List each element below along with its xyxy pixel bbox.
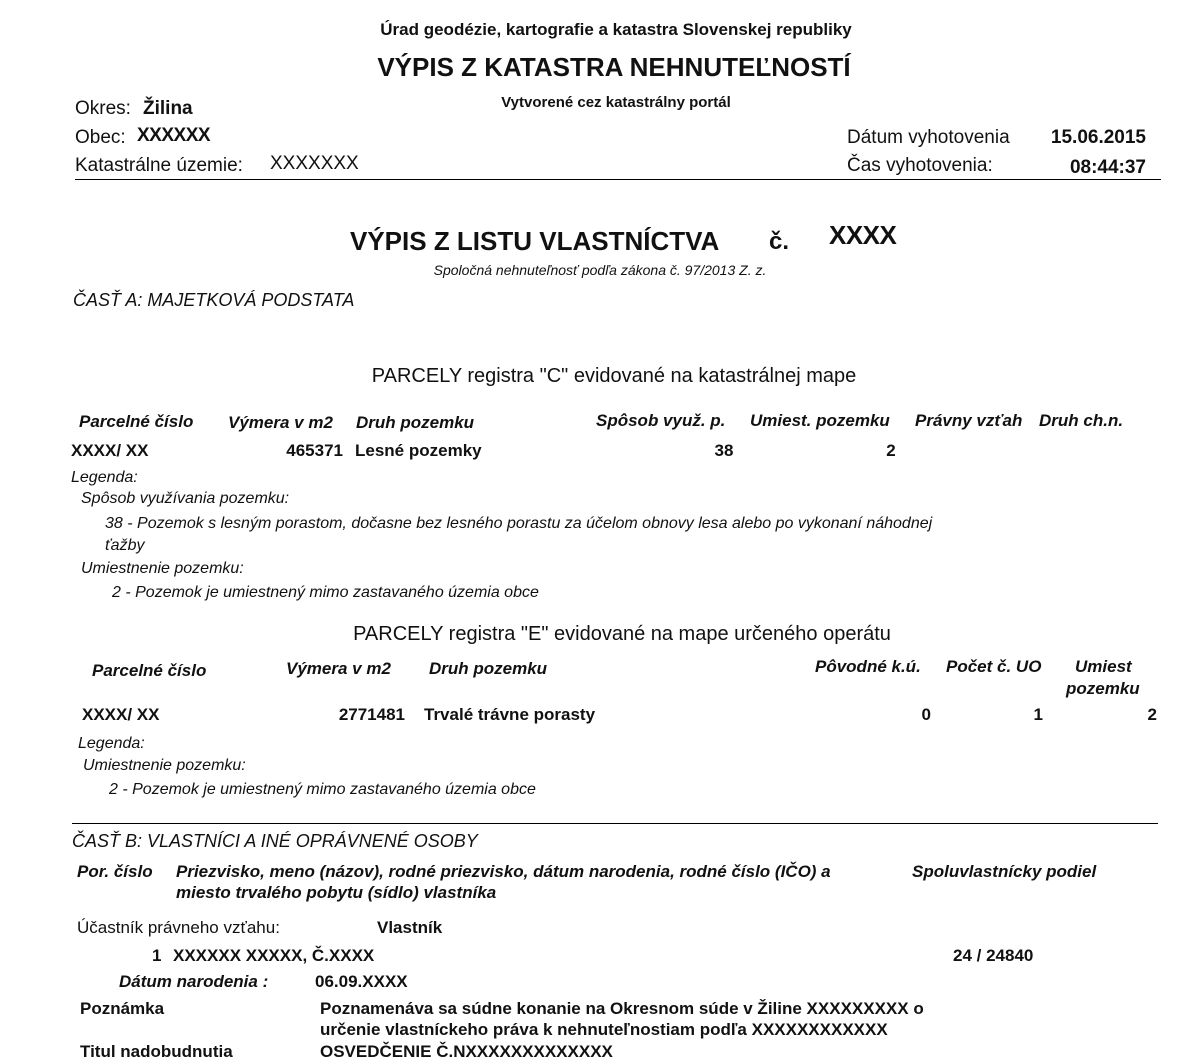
c-col-protected-type: Druh ch.n. [1039,411,1124,430]
c-legend-use-text: 38 - Pozemok s lesným porastom, dočasne bez lesného porastu za účelom obnovy lesa alebo po vykonaní náhodnej [105,515,933,532]
part-b-heading: ČASŤ B: VLASTNÍCI A INÉ OPRÁVNENÉ OSOBY [72,831,478,851]
part-a-heading: ČASŤ A: MAJETKOVÁ PODSTATA [73,290,355,310]
c-row-area: 465371 [286,441,343,460]
note-text: Poznamenáva sa súdne konanie na Okresnom súde v Žiline XXXXXXXXX o [320,999,924,1018]
birth-date-value: 06.09.XXXX [315,972,408,991]
e-legend-location-label: Umiestnenie pozemku: [83,757,246,774]
lv-title: VÝPIS Z LISTU VLASTNÍCTVA [350,226,720,256]
c-legend-location-text: 2 - Pozemok je umiestnený mimo zastavaného územia obce [112,584,539,601]
okres-label: Okres: [75,98,131,119]
registry-e-title: PARCELY registra "E" evidované na mape určeného operátu [353,623,891,645]
owner-order-number: 1 [152,946,162,965]
c-legend-location-label: Umiestnenie pozemku: [81,560,244,577]
katastralne-uzemie-label: Katastrálne územie: [75,155,243,176]
acquisition-title-label: Titul nadobudnutia [80,1042,233,1061]
b-col-order-number: Por. číslo [77,862,153,881]
e-row-parcel-number: XXXX/ XX [82,705,160,724]
c-legend-use-label: Spôsob využívania pozemku: [81,490,290,507]
note-text-cont: určenie vlastníckeho práva k nehnuteľnostiam podľa XXXXXXXXXXXX [320,1020,888,1039]
b-col-owner-desc-cont: miesto trvalého pobytu (sídlo) vlastníka [176,883,497,902]
e-row-area: 2771481 [338,705,405,724]
e-row-location: 2 [1147,705,1157,724]
datum-vyhotovenia-value: 15.06.2015 [1050,127,1146,148]
issuing-authority: Úrad geodézie, kartografie a katastra Slovenskej republiky [380,20,852,39]
e-col-land-type: Druh pozemku [429,659,548,678]
note-label: Poznámka [80,999,165,1018]
c-col-legal-relation: Právny vzťah [915,411,1023,430]
cas-vyhotovenia-label: Čas vyhotovenia: [847,155,993,176]
e-col-original-cadastre: Pôvodné k.ú. [815,657,921,676]
owner-name: XXXXXX XXXXX, Č.XXXX [173,946,375,965]
lv-number-value: XXXX [829,220,897,250]
e-col-count-uo: Počet č. UO [946,657,1042,676]
c-col-parcel-number: Parcelné číslo [79,412,194,431]
birth-date-label: Dátum narodenia : [119,972,269,991]
b-col-share: Spoluvlastnícky podiel [912,862,1097,881]
c-legend-label: Legenda: [71,469,138,486]
okres-value: Žilina [143,98,193,119]
c-row-land-type: Lesné pozemky [355,441,482,460]
e-row-land-type: Trvalé trávne porasty [424,705,596,724]
e-col-location-cont: pozemku [1066,679,1140,698]
lv-subtitle: Spoločná nehnuteľnosť podľa zákona č. 97/2013 Z. z. [433,262,767,278]
participant-label: Účastník právneho vzťahu: [77,918,280,937]
e-col-area: Výmera v m2 [286,659,391,678]
c-col-land-type: Druh pozemku [356,413,475,432]
c-col-land-use: Spôsob využ. p. [596,411,726,430]
e-row-original-cadastre: 0 [921,705,931,724]
c-row-parcel-number: XXXX/ XX [71,441,149,460]
c-legend-use-text-cont: ťažby [105,537,145,554]
e-legend-location-text: 2 - Pozemok je umiestnený mimo zastavaného územia obce [109,781,536,798]
e-legend-label: Legenda: [78,735,145,752]
owner-share: 24 / 24840 [953,946,1034,965]
lv-number-label: č. [769,228,790,255]
acquisition-title-value: OSVEDČENIE Č.NXXXXXXXXXXXXX [320,1042,613,1061]
e-col-parcel-number: Parcelné číslo [92,661,207,680]
e-col-location: Umiest [1075,657,1132,676]
obec-label: Obec: [75,127,126,148]
obec-value: XXXXXX [137,125,211,146]
cas-vyhotovenia-value: 08:44:37 [1069,157,1146,178]
c-col-location: Umiest. pozemku [750,411,890,430]
katastralne-uzemie-value: XXXXXXX [270,153,359,174]
part-b-divider [72,823,1158,824]
registry-c-title: PARCELY registra "C" evidované na katastrálnej mape [371,365,857,387]
created-via-note: Vytvorené cez katastrálny portál [501,94,731,111]
document-title: VÝPIS Z KATASTRA NEHNUTEĽNOSTÍ [377,52,851,82]
datum-vyhotovenia-label: Dátum vyhotovenia [847,127,1010,148]
c-row-location: 2 [886,441,896,460]
c-row-land-use: 38 [714,441,734,460]
c-col-area: Výmera v m2 [228,413,333,432]
header-divider [75,179,1161,180]
e-row-count-uo: 1 [1033,705,1043,724]
participant-value: Vlastník [377,918,443,937]
b-col-owner-desc: Priezvisko, meno (názov), rodné priezvisko, dátum narodenia, rodné číslo (IČO) a [176,862,831,881]
